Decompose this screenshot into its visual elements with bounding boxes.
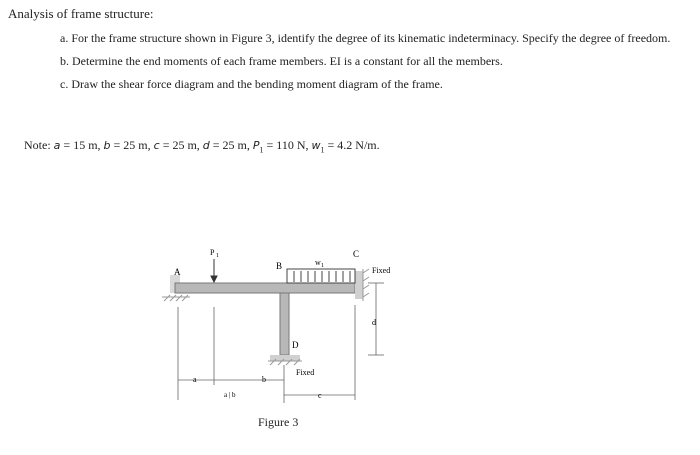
question-c-label: c. (60, 77, 69, 91)
label-fixed-c: Fixed (372, 266, 391, 275)
dim-c-label: c (318, 391, 322, 400)
label-a: A (174, 267, 181, 277)
support-c-hatch (355, 269, 369, 301)
question-b (60, 54, 503, 69)
beam-ac (175, 283, 355, 293)
note-d-val: = 25 m, (212, 138, 250, 152)
given-values-note (24, 138, 380, 154)
question-b-text: Determine the end moments of each frame members. EI is a constant for all the members. (72, 54, 503, 68)
question-b-label: b. (60, 54, 69, 68)
question-c (60, 77, 443, 92)
note-a-val: = 15 m, (63, 138, 101, 152)
note-w-sub: 1 (320, 145, 325, 155)
label-w1-sub: 1 (321, 263, 324, 269)
question-a (60, 31, 670, 46)
note-b-val: = 25 m, (113, 138, 151, 152)
label-b: B (276, 261, 283, 271)
question-a-text: For the frame structure shown in Figure 3, identify the degree of its kinematic indeterminacy. Specify the degree of freedom. (71, 31, 671, 45)
note-c-var: c (153, 139, 160, 152)
column-bd (280, 293, 289, 355)
label-d: D (292, 340, 299, 350)
label-p1-sub: 1 (216, 253, 219, 259)
note-d-var: d (202, 139, 210, 152)
dim-b-label: b (262, 375, 266, 384)
dim-ab-label: a | b (224, 391, 236, 399)
note-b-var: b (103, 139, 111, 152)
label-c: C (353, 249, 360, 259)
note-p-sub: 1 (259, 145, 264, 155)
note-p-var: P (252, 139, 260, 152)
question-c-text: Draw the shear force diagram and the bending moment diagram of the frame. (71, 77, 443, 91)
page-heading: Analysis of frame structure: (8, 6, 154, 21)
note-c-val: = 25 m, (162, 138, 200, 152)
point-load-p1-arrow (211, 259, 217, 282)
support-d-hatch (268, 355, 302, 365)
note-a-var: a (53, 139, 61, 152)
question-a-label: a. (60, 31, 69, 45)
label-w1: w (315, 258, 321, 267)
frame-figure (150, 235, 410, 410)
note-p-val: = 110 N, (266, 138, 309, 152)
label-p1: P (210, 248, 215, 257)
label-fixed-d: Fixed (296, 368, 315, 377)
distributed-load-w1 (287, 269, 355, 283)
dim-a-label: a (193, 375, 197, 384)
figure-caption: Figure 3 (258, 415, 299, 429)
note-w-val: = 4.2 N/m. (327, 138, 380, 152)
note-w-var: w (311, 139, 321, 152)
note-prefix: Note: (24, 138, 51, 152)
dim-d-label: d (372, 318, 376, 327)
